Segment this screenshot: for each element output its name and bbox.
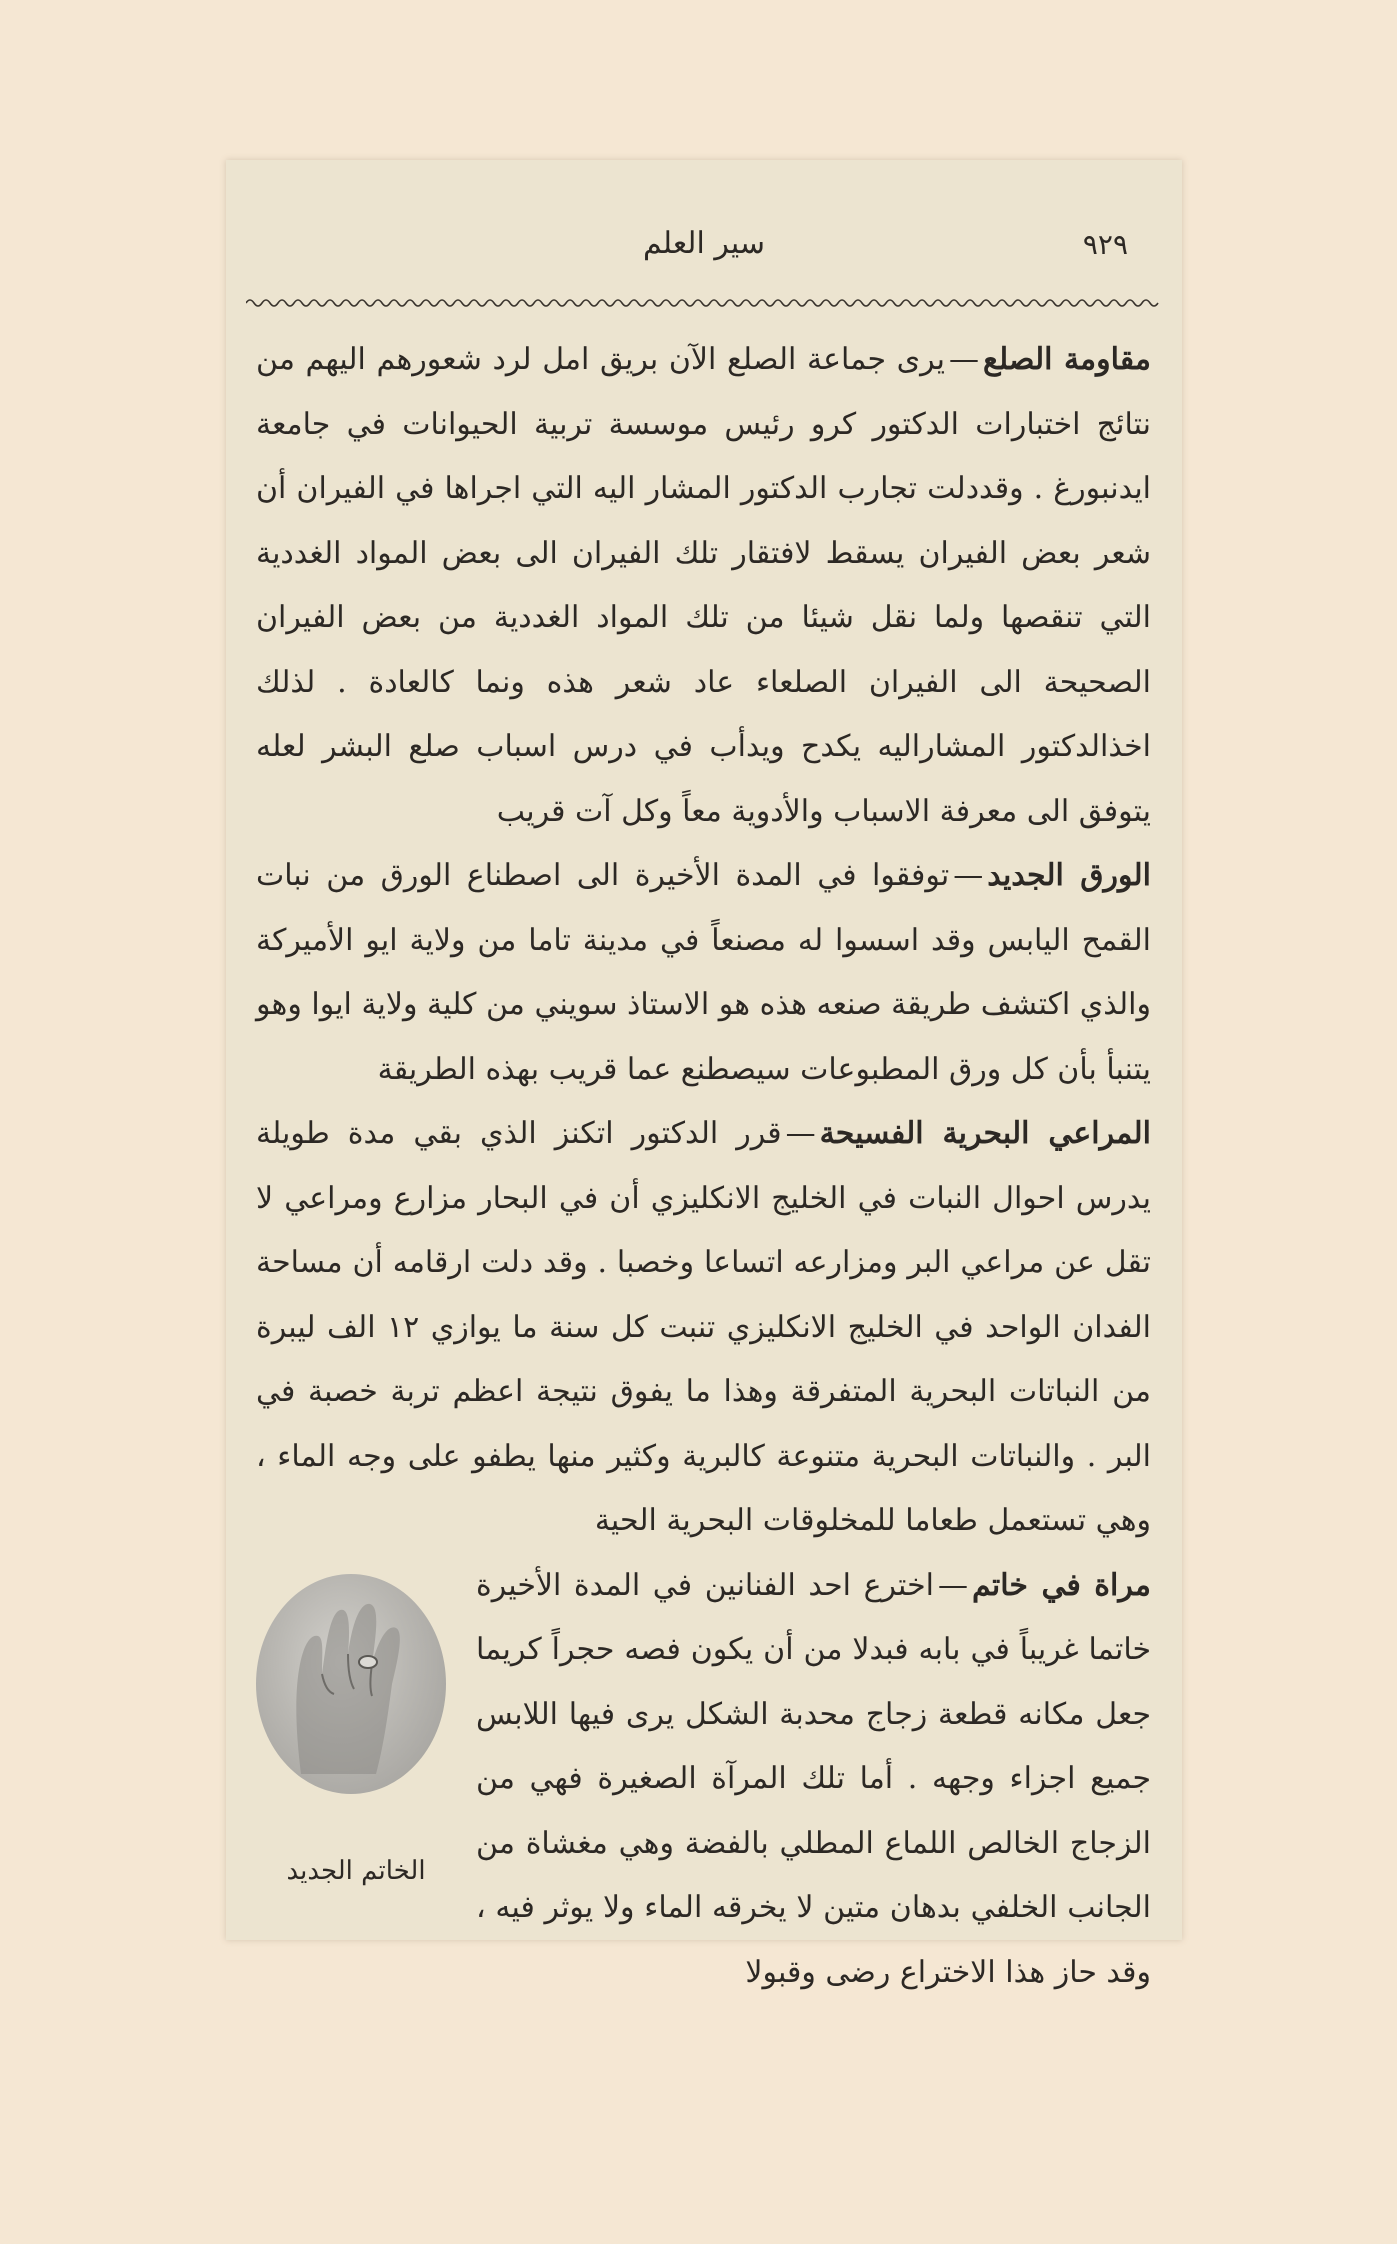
article-heading: مقاومة الصلع [983,342,1151,377]
header-divider [246,296,1162,310]
figure-caption: الخاتم الجديد [286,1855,426,1886]
running-title: سير العلم [642,226,766,261]
article-heading: الورق الجديد [987,858,1151,893]
article-baldness: مقاومة الصلع—يرى جماعة الصلع الآن بريق امل لرد شعورهم اليهم من نتائج اختبارات الدكتور كرو رئيس موسسة تربية الحيوانات في جامعة ايدنبورغ . وقددلت تجارب الدكتور المشار اليه التي اجراها في الفيران أن شعر بعض الفيران يسقط لافتقار تلك الفيران الى بعض المواد الغددية التي تنقصها ولما نقل شيئا من تلك المواد الغددية من بعض الفيران الصحيحة الى الفيران الصلعاء عاد شعر هذه ونما كالعادة . لذلك اخذالدكتور المشاراليه يكدح ويدأب في درس اسباب صلع البشر لعله يتوفق الى معرفة الاسباب والأدوية معاً وكل آت قريب [256,342,1151,829]
book-page [226,160,1182,1990]
page-number: ٩٢٩ [1082,228,1128,261]
hand-photo-icon [256,1574,446,1794]
ring-figure [256,1554,456,2244]
article-text: يرى جماعة الصلع الآن بريق امل لرد شعورهم اليهم من نتائج اختبارات الدكتور كرو رئيس موسسة تربية الحيوانات في جامعة ايدنبورغ . وقددلت تجارب الدكتور المشار اليه التي اجراها في الفيران أن شعر بعض الفيران يسقط لافتقار تلك الفيران الى بعض المواد الغددية التي تنقصها ولما نقل شيئا من تلك المواد الغددية من بعض الفيران الصحيحة الى الفيران الصلعاء عاد شعر هذه ونما كالعادة . لذلك اخذالدكتور المشاراليه يكدح ويدأب في درس اسباب صلع البشر لعله يتوفق الى معرفة الاسباب والأدوية معاً وكل آت قريب [256,342,1151,829]
page-header [256,220,1152,280]
article-heading: مراة في خاتم [971,1567,1151,1603]
article-new-paper: الورق الجديد—توفقوا في المدة الأخيرة الى اصطناع الورق من نبات القمح اليابس وقد اسسوا له مصنعاً في مدينة تاما من ولاية ايو الأميركة والذي اكتشف طريقة صنعه هذه هو الاستاذ سويني من كلية ولاية ايوا وهو يتنبأ بأن كل ورق المطبوعات سيصطنع عما قريب بهذه الطريقة [256,858,1151,1087]
article-heading: المراعي البحرية الفسيحة [819,1116,1151,1151]
article-body [256,328,1151,2244]
article-ring-mirror: مراة في خاتم—اخترع احد الفنانين في المدة الأخيرة خاتما غريباً في بابه فبدلا من أن يكون فصه حجراً كريما جعل مكانه قطعة زجاج محدبة الشكل يرى فيها اللابس جميع اجزاء وجهه . أما تلك المرآة الصغيرة فهي من الزجاج الخالص اللماع المطلي بالفضة وهي مغشاة من الجانب الخلفي بدهان متين لا يخرقه الماء ولا يوثر فيه ، وقد حاز هذا الاختراع رضى وقبولا [476,1567,1151,1990]
article-sea-pastures: المراعي البحرية الفسيحة—قرر الدكتور اتكنز الذي بقي مدة طويلة يدرس احوال النبات في الخليج الانكليزي أن في البحار مزارع ومراعي لا تقل عن مراعي البر ومزارعه اتساعا وخصبا . وقد دلت ارقامه أن مساحة الفدان الواحد في الخليج الانكليزي تنبت كل سنة ما يوازي ١٢ الف ليبرة من النباتات البحرية المتفرقة وهذا ما يفوق نتيجة اعظم تربة خصبة في البر . والنباتات البحرية متنوعة كالبرية وكثير منها يطفو على وجه الماء ، وهي تستعمل طعاما للمخلوقات البحرية الحية [256,1116,1151,1538]
article-text: توفقوا في المدة الأخيرة الى اصطناع الورق من نبات القمح اليابس وقد اسسوا له مصنعاً في مدينة تاما من ولاية ايو الأميركة والذي اكتشف طريقة صنعه هذه هو الاستاذ سويني من كلية ولاية ايوا وهو يتنبأ بأن كل ورق المطبوعات سيصطنع عما قريب بهذه الطريقة [256,858,1151,1087]
article-text: قرر الدكتور اتكنز الذي بقي مدة طويلة يدرس احوال النبات في الخليج الانكليزي أن في البحار مزارع ومراعي لا تقل عن مراعي البر ومزارعه اتساعا وخصبا . وقد دلت ارقامه أن مساحة الفدان الواحد في الخليج الانكليزي تنبت كل سنة ما يوازي ١٢ الف ليبرة من النباتات البحرية المتفرقة وهذا ما يفوق نتيجة اعظم تربة خصبة في البر . والنباتات البحرية متنوعة كالبرية وكثير منها يطفو على وجه الماء ، وهي تستعمل طعاما للمخلوقات البحرية الحية [256,1116,1151,1538]
article-text: اخترع احد الفنانين في المدة الأخيرة خاتما غريباً في بابه فبدلا من أن يكون فصه حجراً كريما جعل مكانه قطعة زجاج محدبة الشكل يرى فيها اللابس جميع اجزاء وجهه . أما تلك المرآة الصغيرة فهي من الزجاج الخالص اللماع المطلي بالفضة وهي مغشاة من الجانب الخلفي بدهان متين لا يخرقه الماء ولا يوثر فيه ، وقد حاز هذا الاختراع رضى وقبولا [476,1567,1151,1990]
